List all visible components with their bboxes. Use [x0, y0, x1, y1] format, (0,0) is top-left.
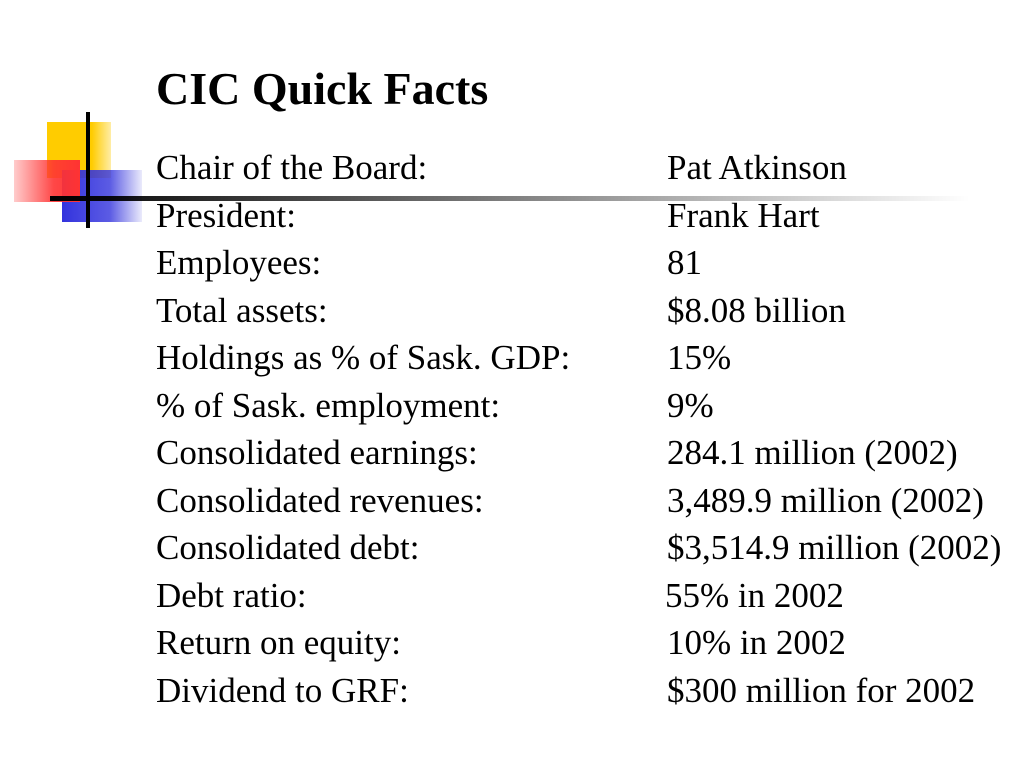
fact-label: Debt ratio: — [156, 575, 307, 615]
fact-label: Return on equity: — [156, 623, 401, 662]
fact-label: Consolidated revenues: — [156, 480, 484, 520]
fact-row-earnings — [156, 429, 1024, 477]
fact-label: President: — [156, 195, 296, 235]
fact-value: 284.1 million (2002) — [667, 433, 958, 472]
fact-value: 55% in 2002 — [665, 575, 844, 615]
fact-label: % of Sask. employment: — [156, 385, 501, 425]
fact-row-chair — [156, 144, 1024, 192]
fact-row-return-on-equity — [156, 619, 1024, 667]
fact-label: Holdings as % of Sask. GDP: — [156, 338, 571, 377]
red-square — [14, 160, 80, 202]
slide-title: CIC Quick Facts — [156, 63, 489, 114]
fact-value: 9% — [667, 385, 714, 425]
fact-row-president — [156, 192, 1024, 240]
fact-row-holdings-gdp — [156, 334, 1024, 382]
fact-label: Dividend to GRF: — [156, 670, 409, 710]
fact-value: Pat Atkinson — [667, 148, 847, 187]
fact-row-total-assets — [156, 287, 1024, 335]
fact-value: 10% in 2002 — [667, 623, 846, 662]
fact-row-revenues — [156, 477, 1024, 525]
fact-value: $300 million for 2002 — [667, 670, 976, 710]
fact-row-employment-share — [156, 382, 1024, 430]
fact-value: 3,489.9 million (2002) — [667, 480, 984, 520]
fact-row-debt-ratio — [156, 572, 1024, 620]
vertical-rule — [86, 112, 90, 228]
fact-row-employees — [156, 239, 1024, 287]
facts-list — [156, 144, 1024, 714]
fact-row-debt — [156, 524, 1024, 572]
fact-row-dividend — [156, 667, 1024, 715]
fact-label: Consolidated debt: — [156, 528, 420, 567]
fact-value: 15% — [667, 338, 732, 377]
fact-label: Employees: — [156, 243, 322, 282]
fact-value: $3,514.9 million (2002) — [667, 528, 1002, 567]
fact-value: Frank Hart — [667, 195, 820, 235]
fact-label: Chair of the Board: — [156, 148, 428, 187]
fact-label: Total assets: — [156, 290, 328, 330]
fact-value: 81 — [667, 243, 702, 282]
fact-value: $8.08 billion — [667, 290, 846, 330]
fact-label: Consolidated earnings: — [156, 433, 478, 472]
